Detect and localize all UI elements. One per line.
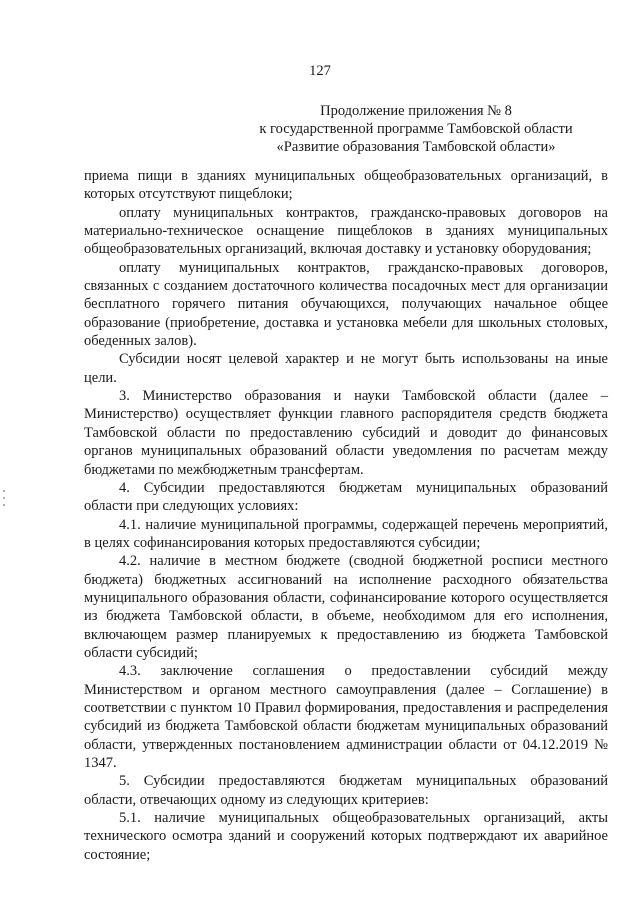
paragraph: оплату муниципальных контрактов, гражданско-правовых договоров на материально-техническое оснащение пищеблоков в зданиях муниципальных общеобразовательных организаций, включая доставку и установку оборудования; (84, 204, 608, 258)
paragraph: 3. Министерство образования и науки Тамбовской области (далее – Министерство) осуществляет функции главного распорядителя средств бюджета Тамбовской области по предоставлению субсидий и доводит до финансовых органов муниципальных образований области уведомления по расчетам между бюджетами по межбюджетным трансфертам. (84, 388, 608, 478)
paragraph: 5.1. наличие муниципальных общеобразовательных организаций, акты технического осмотра зданий и сооружений которых подтверждают их аварийное состояние; (84, 810, 608, 863)
paragraph: 4.3. заключение соглашения о предоставлении субсидий между Министерством и органом местного самоуправления (далее – Соглашение) в соответствии с пунктом 10 Правил формирования, предоставления и распределения субсидий из бюджета Тамбовской области бюджетам муниципальных образований области, утвержденных постановлением администрации области от 04.12.2019 № 1347. (84, 663, 608, 771)
scan-margin-mark (2, 488, 6, 508)
document-body (84, 167, 608, 864)
paragraph: 5. Субсидии предоставляются бюджетам муниципальных образований области, отвечающих одному из следующих критериев: (84, 773, 608, 808)
page-number: 127 (309, 63, 331, 79)
scan-artifact-icon (2, 488, 6, 508)
paragraph: приема пищи в зданиях муниципальных общеобразовательных организаций, в которых отсутствуют пищеблоки; (84, 168, 608, 203)
paragraph: 4.2. наличие в местном бюджете (сводной бюджетной росписи местного бюджета) бюджетных ассигнований на исполнение расходного обязательства муниципального образования области, софинансирование которого осуществляется из бюджета Тамбовской области, в объеме, необходимом для его исполнения, включающем размер планируемых к предоставлению из бюджета Тамбовской области субсидий; (84, 553, 608, 661)
header-line-appendix: Продолжение приложения № 8 (320, 103, 512, 119)
paragraph: Субсидии носят целевой характер и не могут быть использованы на иные цели. (84, 351, 608, 386)
document-header (230, 102, 602, 156)
paragraph: 4.1. наличие муниципальной программы, содержащей перечень мероприятий, в целях софинансирования которых предоставляются субсидии; (84, 516, 608, 551)
header-line-program: к государственной программе Тамбовской области (259, 121, 573, 137)
header-line-title: «Развитие образования Тамбовской области» (276, 139, 556, 155)
paragraph: 4. Субсидии предоставляются бюджетам муниципальных образований области при следующих условиях: (84, 479, 608, 515)
paragraph: оплату муниципальных контрактов, гражданско-правовых договоров, связанных с созданием достаточного количества посадочных мест для организации бесплатного горячего питания обучающихся, получающих начальное общее образование (приобретение, доставка и установка мебели для школьных столовых, обеденных залов). (84, 259, 608, 350)
